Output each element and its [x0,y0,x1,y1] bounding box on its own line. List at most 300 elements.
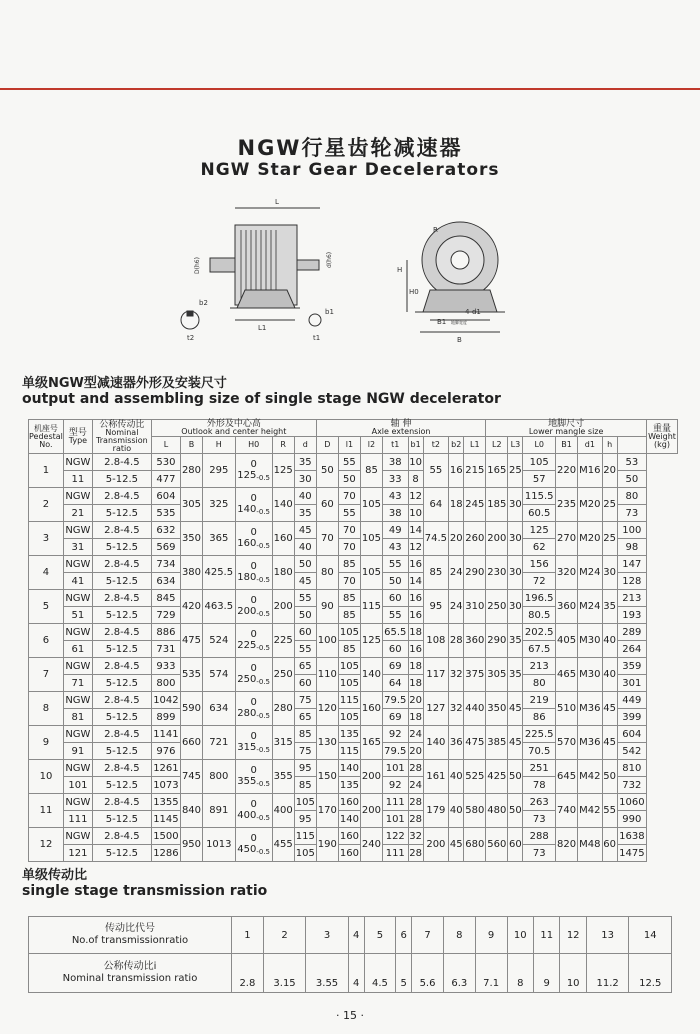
ratio-code: 5 [364,917,396,954]
cell-t1a: 60 [382,590,408,607]
cell-L0a: 156 [523,556,556,573]
cell-L3: 30 [508,488,523,522]
cell-type2: 71 [63,675,92,692]
cell-H: 891 [203,794,236,828]
cell-type2: 121 [63,845,92,862]
cell-t2: 85 [423,556,449,590]
cell-L3: 60 [508,828,523,862]
cell-B: 280 [180,454,202,488]
cell-r2: 5-12.5 [92,845,151,862]
ratio-code: 11 [533,917,559,954]
cell-L1v: 530 [151,454,180,471]
cell-L0b: 60.5 [523,505,556,522]
cell-d1v: 50 [294,556,316,573]
cell-H0 [235,726,272,760]
col-h: H [203,437,236,454]
cell-L2v: 731 [151,641,180,658]
cell-L2c: 200 [486,522,508,556]
cell-no: 4 [29,556,64,590]
cell-L0b: 73 [523,845,556,862]
cell-b1a: 16 [408,590,423,607]
cell-H0-tolerance: -0.5 [256,814,270,822]
cell-H0-top: 0 [250,527,257,538]
cell-d1: M36 [578,692,603,726]
cell-L2c: 165 [486,454,508,488]
cell-H0 [235,692,272,726]
cell-D: 150 [316,760,338,794]
cell-t1a: 122 [382,828,408,845]
cell-t1b: 92 [382,777,408,794]
cell-r1: 2.8-4.5 [92,794,151,811]
cell-L0a: 251 [523,760,556,777]
cell-l2: 240 [360,828,382,862]
cell-b2: 16 [449,454,464,488]
cell-b1b: 28 [408,845,423,862]
cell-L2v: 535 [151,505,180,522]
cell-H0-top: 0 [250,595,257,606]
cell-L1c: 440 [464,692,486,726]
cell-L2v: 477 [151,471,180,488]
cell-r1: 2.8-4.5 [92,760,151,777]
cell-L1c: 525 [464,760,486,794]
cell-H: 1013 [203,828,236,862]
cell-type2: 101 [63,777,92,794]
dim-H0: H0 [409,288,419,296]
cell-L2c: 185 [486,488,508,522]
cell-t2: 179 [423,794,449,828]
cell-b1b: 18 [408,709,423,726]
cell-l1b: 70 [338,573,360,590]
cell-L1c: 375 [464,658,486,692]
dim-t1: t1 [313,334,321,342]
cell-R: 250 [272,658,294,692]
cell-l1b: 50 [338,471,360,488]
cell-w2: 73 [617,505,646,522]
cell-H: 463.5 [203,590,236,624]
cell-h: 45 [602,692,617,726]
cell-d1: M20 [578,488,603,522]
cell-H: 574 [203,658,236,692]
cell-l2: 160 [360,692,382,726]
cell-H0-top: 0 [250,493,257,504]
cell-d2v: 95 [294,811,316,828]
cell-L1v: 1042 [151,692,180,709]
ratio-code: 12 [560,917,586,954]
cell-L1v: 604 [151,488,180,505]
cell-r1: 2.8-4.5 [92,692,151,709]
cell-d1v: 40 [294,488,316,505]
cell-type1: NGW [63,488,92,505]
dimensions-body [29,454,678,862]
dim-B1: B1 [437,318,447,326]
cell-H0-top: 0 [250,765,257,776]
cell-L2v: 729 [151,607,180,624]
cell-l1a: 85 [338,590,360,607]
cell-R: 125 [272,454,294,488]
cell-L2v: 634 [151,573,180,590]
cell-t1b: 60 [382,641,408,658]
cell-L3: 30 [508,590,523,624]
cell-d1: M36 [578,726,603,760]
cell-t1b: 33 [382,471,408,488]
cell-L2c: 290 [486,624,508,658]
cell-L1v: 933 [151,658,180,675]
cell-type2: 51 [63,607,92,624]
cell-b2: 24 [449,556,464,590]
cell-L0b: 72 [523,573,556,590]
cell-B: 535 [180,658,202,692]
cell-L0b: 80 [523,675,556,692]
cell-H0-top: 0 [250,833,257,844]
cell-d2v: 60 [294,675,316,692]
cell-h: 60 [602,828,617,862]
cell-B1: 645 [556,760,578,794]
section-ratio-title-cn: 单级传动比 [22,868,88,883]
cell-h: 50 [602,760,617,794]
cell-L3: 30 [508,556,523,590]
cell-t1b: 43 [382,539,408,556]
cell-L0a: 105 [523,454,556,471]
col-r: R [272,437,294,454]
cell-l2: 105 [360,522,382,556]
cell-d2v: 105 [294,845,316,862]
col-d1: d1 [578,437,603,454]
cell-t1a: 43 [382,488,408,505]
cell-no: 10 [29,760,64,794]
cell-D: 130 [316,726,338,760]
cell-L2c: 480 [486,794,508,828]
cell-h: 30 [602,556,617,590]
cell-l2: 165 [360,726,382,760]
cell-L0b: 62 [523,539,556,556]
cell-B: 380 [180,556,202,590]
cell-l1b: 140 [338,811,360,828]
cell-b1a: 28 [408,760,423,777]
cell-l1a: 105 [338,658,360,675]
cell-l1a: 70 [338,522,360,539]
cell-b1a: 10 [408,454,423,471]
cell-H0-nominal: 250 [237,674,257,685]
cell-L1c: 260 [464,522,486,556]
cell-type2: 61 [63,641,92,658]
cell-R: 280 [272,692,294,726]
dim-b2: b2 [199,299,208,307]
cell-h: 55 [602,794,617,828]
col-l1: l1 [338,437,360,454]
cell-type2: 31 [63,539,92,556]
cell-D: 90 [316,590,338,624]
cell-w1: 213 [617,590,646,607]
cell-L2c: 425 [486,760,508,794]
cell-d2v: 65 [294,709,316,726]
cell-L1c: 475 [464,726,486,760]
cell-w2: 264 [617,641,646,658]
cell-w2: 990 [617,811,646,828]
cell-d1: M42 [578,760,603,794]
cell-no: 9 [29,726,64,760]
table-row [29,794,678,811]
cell-L0a: 263 [523,794,556,811]
cell-L3: 45 [508,692,523,726]
table-row [29,590,678,607]
dimensions-table [28,419,678,862]
cell-H0-top: 0 [250,459,257,470]
cell-r1: 2.8-4.5 [92,488,151,505]
header-row-1 [29,420,678,437]
cell-b1a: 18 [408,658,423,675]
table-row [29,522,678,539]
cell-w1: 147 [617,556,646,573]
cell-H0-nominal: 280 [237,708,257,719]
cell-R: 200 [272,590,294,624]
cell-h: 35 [602,590,617,624]
cell-l1b: 105 [338,675,360,692]
cell-B1: 405 [556,624,578,658]
cell-t1b: 111 [382,845,408,862]
cell-w1: 604 [617,726,646,743]
cell-d1v: 55 [294,590,316,607]
cell-type1: NGW [63,522,92,539]
cell-H0 [235,794,272,828]
cell-H0-nominal: 200 [237,606,257,617]
cell-t1b: 64 [382,675,408,692]
ratio-value: 10 [560,954,586,993]
cell-L0a: 202.5 [523,624,556,641]
cell-b1b: 28 [408,811,423,828]
table-row [29,828,678,845]
cell-b1a: 16 [408,556,423,573]
cell-d2v: 55 [294,641,316,658]
cell-H0-nominal: 315 [237,742,257,753]
cell-type1: NGW [63,828,92,845]
cell-H0 [235,624,272,658]
cell-L2v: 976 [151,743,180,760]
cell-B1: 570 [556,726,578,760]
cell-L1v: 845 [151,590,180,607]
cell-H0-nominal: 160 [237,538,257,549]
ratio-code: 10 [507,917,533,954]
cell-d2v: 45 [294,573,316,590]
cell-d1: M20 [578,522,603,556]
cell-B: 475 [180,624,202,658]
cell-d2v: 85 [294,777,316,794]
cell-B: 305 [180,488,202,522]
cell-L1v: 734 [151,556,180,573]
ratio-table [28,916,672,993]
ratio-code: 9 [475,917,507,954]
cell-B1: 510 [556,692,578,726]
col-b2: b2 [449,437,464,454]
cell-H0-top: 0 [250,663,257,674]
cell-H0-tolerance: -0.5 [256,678,270,686]
cell-w1: 810 [617,760,646,777]
cell-D: 190 [316,828,338,862]
dim-d: d(h6) [326,251,333,268]
ratio-value: 6.3 [443,954,475,993]
cell-no: 12 [29,828,64,862]
ratio-value-label: 公称传动比i Nominal transmission ratio [29,954,232,993]
cell-B1: 740 [556,794,578,828]
cell-t1a: 101 [382,760,408,777]
cell-r2: 5-12.5 [92,777,151,794]
ratio-value-row [29,954,672,993]
col-l2: L2 [486,437,508,454]
dim-H: H [397,266,403,274]
cell-d1v: 60 [294,624,316,641]
cell-no: 7 [29,658,64,692]
cell-t2: 108 [423,624,449,658]
cell-b1b: 24 [408,777,423,794]
cell-t1a: 92 [382,726,408,743]
cell-l2: 140 [360,658,382,692]
cell-type1: NGW [63,590,92,607]
dim-B: B [457,336,462,344]
cell-l2: 125 [360,624,382,658]
cell-w2: 50 [617,471,646,488]
cell-B1: 220 [556,454,578,488]
cell-L1c: 310 [464,590,486,624]
col-h: h [602,437,617,454]
cell-L2v: 899 [151,709,180,726]
ratio-value: 4.5 [364,954,396,993]
col-b1: B1 [556,437,578,454]
cell-R: 355 [272,760,294,794]
cell-d1: M24 [578,556,603,590]
ratio-code: 8 [443,917,475,954]
cell-t2: 127 [423,692,449,726]
cell-type1: NGW [63,454,92,471]
cell-t2: 64 [423,488,449,522]
cell-D: 120 [316,692,338,726]
dim-L1: L1 [258,324,267,332]
cell-B1: 235 [556,488,578,522]
cell-w1: 449 [617,692,646,709]
cell-b1b: 8 [408,471,423,488]
dim-D: D(h6) [194,257,201,274]
cell-d2v: 30 [294,471,316,488]
cell-t2: 161 [423,760,449,794]
cell-b2: 28 [449,624,464,658]
cell-type1: NGW [63,692,92,709]
cell-L2c: 250 [486,590,508,624]
gear-reducer-drawing [175,190,535,350]
cell-H0-nominal: 225 [237,640,257,651]
cell-H0-tolerance: -0.5 [256,848,270,856]
cell-t2: 117 [423,658,449,692]
cell-t1a: 55 [382,556,408,573]
col-l0: L0 [523,437,556,454]
cell-no: 5 [29,590,64,624]
cell-d1: M24 [578,590,603,624]
page-number: · 15 · [336,1009,364,1022]
cell-r2: 5-12.5 [92,573,151,590]
cell-d1v: 75 [294,692,316,709]
cell-L0a: 288 [523,828,556,845]
cell-L1v: 1355 [151,794,180,811]
cell-H0 [235,760,272,794]
cell-t2: 140 [423,726,449,760]
cell-B: 840 [180,794,202,828]
cell-L1v: 1261 [151,760,180,777]
cell-d1v: 35 [294,454,316,471]
cell-B1: 820 [556,828,578,862]
cell-L0a: 125 [523,522,556,539]
cell-t1b: 101 [382,811,408,828]
cell-L3: 25 [508,454,523,488]
cell-D: 100 [316,624,338,658]
cell-w1: 359 [617,658,646,675]
cell-b1b: 20 [408,743,423,760]
cell-t2: 95 [423,590,449,624]
cell-L0a: 219 [523,692,556,709]
cell-H0-tolerance: -0.5 [256,542,270,550]
cell-H0-top: 0 [250,561,257,572]
cell-no: 6 [29,624,64,658]
cell-R: 160 [272,522,294,556]
cell-H0-tolerance: -0.5 [256,508,270,516]
cell-t1b: 79.5 [382,743,408,760]
cell-L0b: 86 [523,709,556,726]
cell-type2: 21 [63,505,92,522]
cell-H0 [235,828,272,862]
cell-d1v: 95 [294,760,316,777]
cell-H0-tolerance: -0.5 [256,746,270,754]
cell-D: 170 [316,794,338,828]
cell-r1: 2.8-4.5 [92,828,151,845]
cell-l2: 105 [360,488,382,522]
cell-L3: 35 [508,624,523,658]
cell-r1: 2.8-4.5 [92,556,151,573]
cell-b2: 36 [449,726,464,760]
cell-H0-tolerance: -0.5 [256,610,270,618]
cell-H0 [235,522,272,556]
cell-type1: NGW [63,760,92,777]
cell-t1b: 38 [382,505,408,522]
table-row [29,624,678,641]
col-weight: 重量 Weight (kg) [647,420,678,454]
cell-b1b: 10 [408,505,423,522]
cell-L0a: 225.5 [523,726,556,743]
cell-b2: 32 [449,692,464,726]
col-d: d [294,437,316,454]
cell-b1b: 16 [408,607,423,624]
cell-l2: 85 [360,454,382,488]
cell-L1v: 632 [151,522,180,539]
cell-t2: 200 [423,828,449,862]
cell-B: 745 [180,760,202,794]
col-l: L [151,437,180,454]
cell-L3: 50 [508,760,523,794]
cell-t2: 55 [423,454,449,488]
cell-l1a: 140 [338,760,360,777]
cell-H: 425.5 [203,556,236,590]
cell-w1: 53 [617,454,646,471]
cell-H0-top: 0 [250,731,257,742]
cell-b2: 24 [449,590,464,624]
ratio-code: 1 [232,917,264,954]
cell-B1: 320 [556,556,578,590]
cell-H0-nominal: 450 [237,844,257,855]
table-row [29,760,678,777]
cell-L0b: 80.5 [523,607,556,624]
ratio-code: 14 [629,917,672,954]
cell-L1v: 886 [151,624,180,641]
cell-L2v: 1073 [151,777,180,794]
col-t2: t2 [423,437,449,454]
cell-r2: 5-12.5 [92,811,151,828]
cell-h: 40 [602,624,617,658]
cell-b2: 18 [449,488,464,522]
